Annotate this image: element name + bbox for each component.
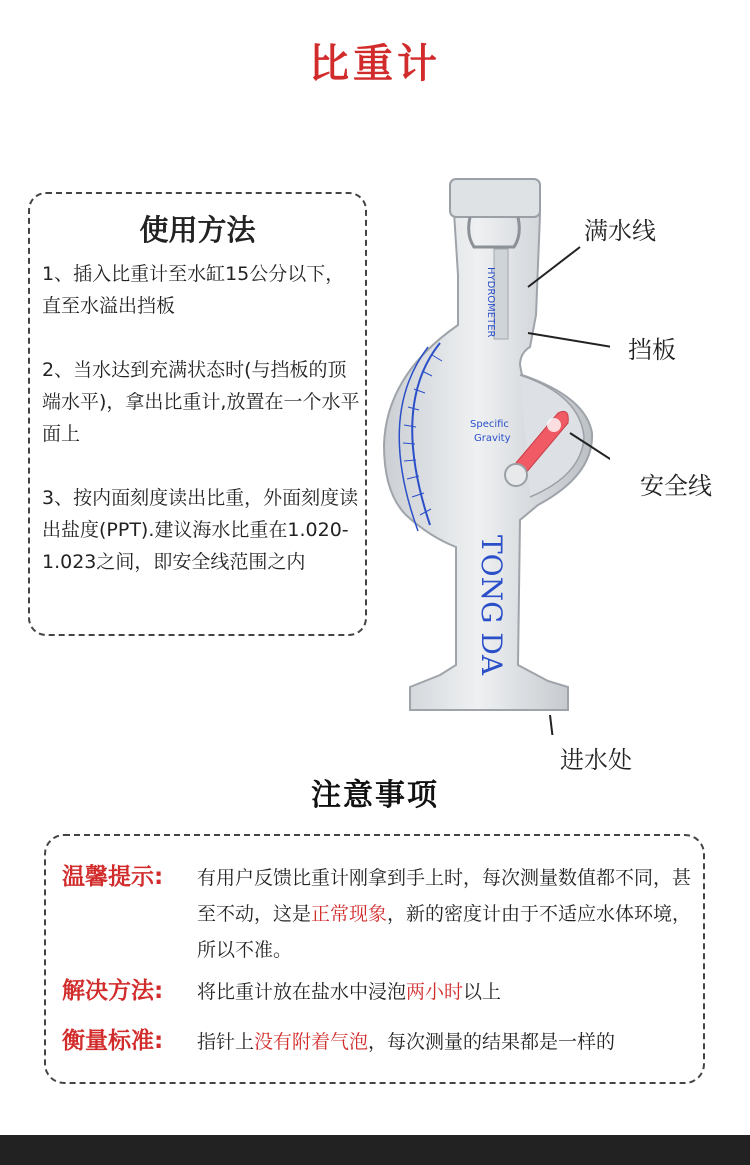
note-solution-label: 解决方法: xyxy=(62,978,164,1004)
notes-heading: 注意事项 xyxy=(311,778,439,813)
note-standard-highlight: 没有附着气泡 xyxy=(254,1031,369,1053)
dial-label-gravity: Gravity xyxy=(474,433,511,444)
usage-step-2: 2、当水达到充满状态时(与挡板的顶端水平)，拿出比重计,放置在一个水平面上 xyxy=(42,359,360,445)
hydrometer-top-cap xyxy=(450,179,540,217)
note-standard-label: 衡量标准: xyxy=(62,1028,164,1054)
callout-baffle: 挡板 xyxy=(628,336,676,364)
note-tip-label: 温馨提示: xyxy=(62,864,164,890)
note-tip-text: 有用户反馈比重计刚拿到手上时，每次测量数值都不同，甚至不动，这是正常现象，新的密度计由于不适应水体环境，所以不准。 xyxy=(197,867,692,961)
usage-step-1: 1、插入比重计至水缸15公分以下，直至水溢出挡板 xyxy=(42,263,345,317)
note-standard-text: 指针上没有附着气泡，每次测量的结果都是一样的 xyxy=(197,1031,616,1053)
callout-safety-line: 安全线 xyxy=(640,472,712,500)
callout-water-inlet: 进水处 xyxy=(560,746,632,774)
hydrometer-image xyxy=(370,175,610,735)
usage-instructions-box xyxy=(28,192,367,636)
usage-step-3: 3、按内面刻度读出比重，外面刻度读出盐度(PPT).建议海水比重在1.020-1.023之间，即安全线范围之内 xyxy=(42,487,359,573)
needle-pivot xyxy=(505,464,527,486)
usage-heading: 使用方法 xyxy=(139,213,256,247)
note-tip-highlight: 正常现象 xyxy=(311,903,388,925)
notes-box xyxy=(44,834,705,1084)
page-title: 比重计 xyxy=(309,41,441,87)
hydrometer-vertical-text: HYDROMETER xyxy=(485,267,496,338)
note-solution-text: 将比重计放在盐水中浸泡两小时以上 xyxy=(197,981,502,1003)
bottom-bar xyxy=(0,1135,750,1165)
dial-label-specific: Specific xyxy=(470,419,509,430)
brand-text: TONG DA xyxy=(475,535,508,676)
callout-full-water-line: 满水线 xyxy=(584,217,656,245)
note-solution-highlight: 两小时 xyxy=(406,981,464,1003)
